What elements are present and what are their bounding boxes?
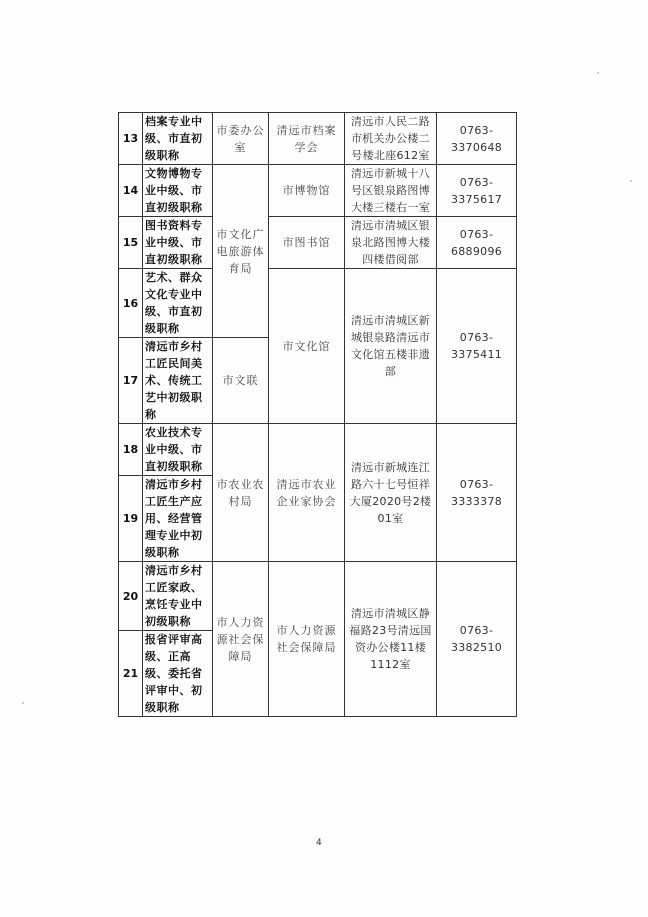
phone-number: 0763-3333378 — [437, 424, 517, 562]
table-row — [119, 424, 517, 476]
row-number: 18 — [119, 424, 143, 476]
row-number: 19 — [119, 476, 143, 562]
scan-speck — [22, 702, 24, 704]
scan-speck — [630, 180, 632, 182]
department: 市文联 — [213, 338, 269, 424]
phone-number: 0763-6889096 — [437, 217, 517, 269]
address: 清远市新城连江路六十七号恒祥大厦2020号2楼01室 — [345, 424, 437, 562]
address: 清远市人民二路市机关办公楼二号楼北座612室 — [345, 113, 437, 165]
phone-number: 0763-3370648 — [437, 113, 517, 165]
title-level: 档案专业中级、市直初级职称 — [143, 113, 213, 165]
row-number: 15 — [119, 217, 143, 269]
department: 市文化广电旅游体育局 — [213, 165, 269, 338]
table-row — [119, 113, 517, 165]
department: 市农业农村局 — [213, 424, 269, 562]
title-level: 艺术、群众文化专业中级、市直初级职称 — [143, 269, 213, 338]
row-number: 14 — [119, 165, 143, 217]
row-number: 16 — [119, 269, 143, 338]
table-row — [119, 562, 517, 631]
table-row — [119, 269, 517, 338]
title-level: 报省评审高级、正高级、委托省评审中、初级职称 — [143, 631, 213, 717]
title-level: 文物博物专业中级、市直初级职称 — [143, 165, 213, 217]
title-level: 图书资料专业中级、市直初级职称 — [143, 217, 213, 269]
address: 清远市清城区银泉北路图博大楼四楼借阅部 — [345, 217, 437, 269]
phone-number: 0763-3375411 — [437, 269, 517, 424]
contact-table — [118, 112, 517, 717]
organization: 清远市农业企业家协会 — [269, 424, 345, 562]
title-level: 农业技术专业中级、市直初级职称 — [143, 424, 213, 476]
table-row — [119, 217, 517, 269]
department: 市委办公室 — [213, 113, 269, 165]
title-level: 清远市乡村工匠生产应用、经营管理专业中初级职称 — [143, 476, 213, 562]
organization: 市博物馆 — [269, 165, 345, 217]
address: 清远市清城区新城银泉路清远市文化馆五楼非遗部 — [345, 269, 437, 424]
organization: 市文化馆 — [269, 269, 345, 424]
row-number: 17 — [119, 338, 143, 424]
phone-number: 0763-3382510 — [437, 562, 517, 717]
table-row — [119, 165, 517, 217]
organization: 清远市档案学会 — [269, 113, 345, 165]
title-level: 清远市乡村工匠家政、烹饪专业中初级职称 — [143, 562, 213, 631]
phone-number: 0763-3375617 — [437, 165, 517, 217]
department: 市人力资源社会保障局 — [213, 562, 269, 717]
address: 清远市清城区静福路23号清远国资办公楼11楼1112室 — [345, 562, 437, 717]
title-level: 清远市乡村工匠民间美术、传统工艺中初级职称 — [143, 338, 213, 424]
organization: 市图书馆 — [269, 217, 345, 269]
row-number: 20 — [119, 562, 143, 631]
organization: 市人力资源社会保障局 — [269, 562, 345, 717]
row-number: 21 — [119, 631, 143, 717]
row-number: 13 — [119, 113, 143, 165]
page-number: 4 — [316, 838, 322, 848]
address: 清远市新城十八号区银泉路图博大楼三楼右一室 — [345, 165, 437, 217]
scan-speck — [597, 72, 599, 74]
